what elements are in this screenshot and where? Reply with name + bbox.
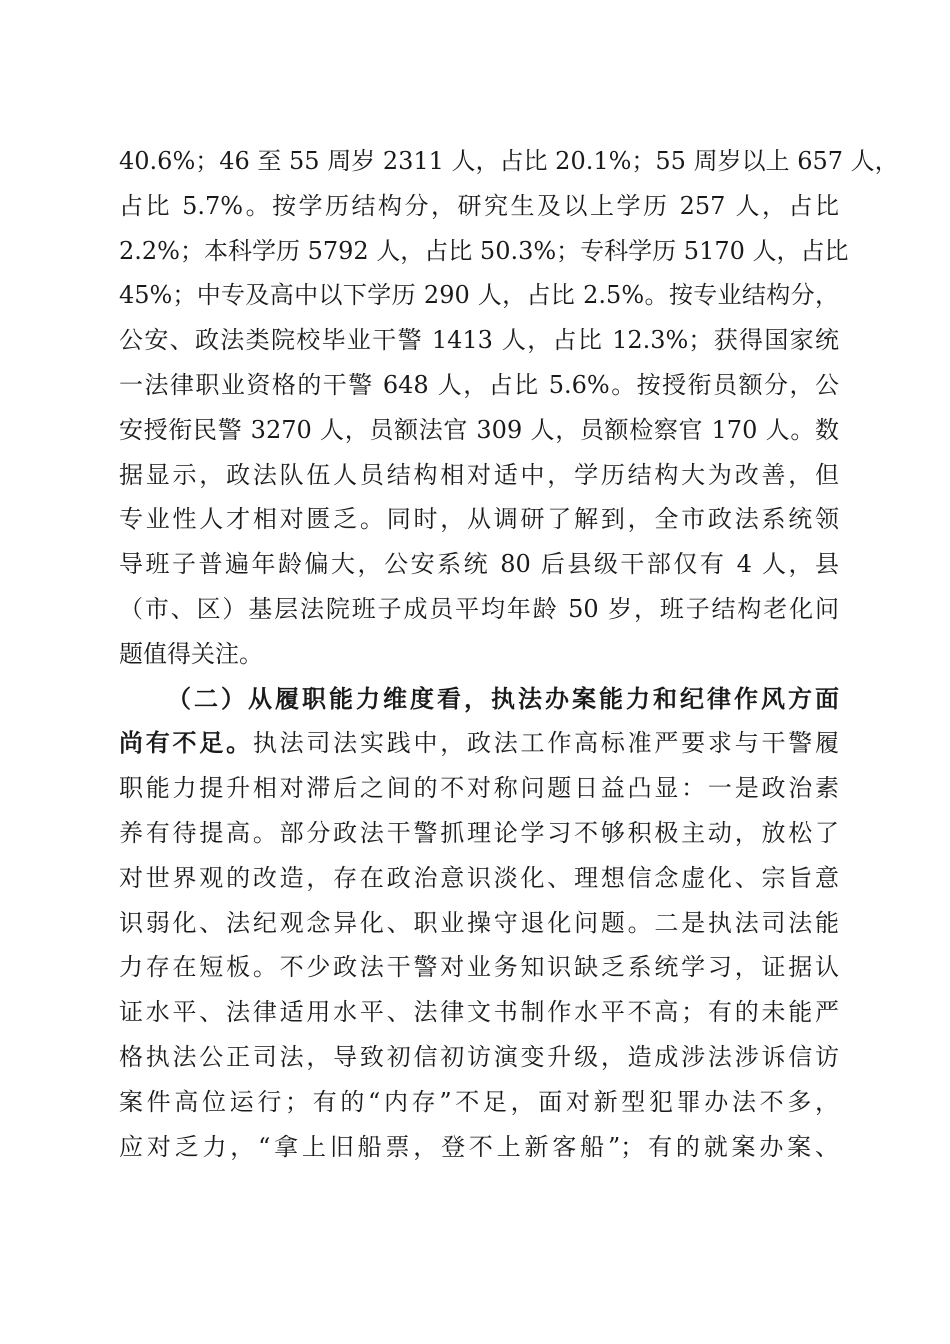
paragraph-2-line <box>119 721 839 766</box>
section-heading: （二）从履职能力维度看，执法办案能力和纪律作风方面 <box>167 683 839 713</box>
paragraph-1-line: 占比 5.7%。按学历结构分，研究生及以上学历 257 人，占比 <box>119 191 839 220</box>
paragraph-1 <box>119 139 899 677</box>
paragraph-1-line: 导班子普遍年龄偏大，公安系统 80 后县级干部仅有 4 人，县 <box>119 550 839 579</box>
section-heading-end: 尚有不足。 <box>119 728 253 758</box>
paragraph-1-line: 专业性人才相对匮乏。同时，从调研了解到，全市政法系统领 <box>119 505 839 534</box>
paragraph-2-text: 执法司法实践中，政法工作高标准严要求与干警履 <box>252 729 840 758</box>
paragraph-1-line: 据显示，政法队伍人员结构相对适中，学历结构大为改善，但 <box>119 460 839 489</box>
paragraph-2-line: 格执法公正司法，导致初信初访演变升级，造成涉法涉诉信访 <box>119 1042 839 1071</box>
paragraph-2-line: 识弱化、法纪观念异化、职业操守退化问题。二是执法司法能 <box>119 908 839 937</box>
document-body <box>119 139 899 1169</box>
paragraph-1-line: 题值得关注。 <box>119 639 263 668</box>
paragraph-1-line: 公安、政法类院校毕业干警 1413 人，占比 12.3%；获得国家统 <box>119 326 839 355</box>
paragraph-1-line: 45%；中专及高中以下学历 290 人，占比 2.5%。按专业结构分， <box>119 281 839 310</box>
paragraph-2-line: 应对乏力，“拿上旧船票，登不上新客船”；有的就案办案、 <box>119 1132 839 1161</box>
paragraph-2-line: 对世界观的改造，存在政治意识淡化、理想信念虚化、宗旨意 <box>119 863 839 892</box>
paragraph-2-line: 证水平、法律适用水平、法律文书制作水平不高；有的未能严 <box>119 998 839 1027</box>
paragraph-2-line: 案件高位运行；有的“内存”不足，面对新型犯罪办法不多， <box>119 1087 839 1116</box>
paragraph-1-line: 40.6%；46 至 55 周岁 2311 人，占比 20.1%；55 周岁以上 657 人， <box>119 147 899 175</box>
paragraph-2-line: 职能力提升相对滞后之间的不对称问题日益凸显：一是政治素 <box>119 774 839 803</box>
paragraph-1-line: 2.2%；本科学历 5792 人，占比 50.3%；专科学历 5170 人，占比 <box>119 236 849 265</box>
paragraph-2 <box>119 677 839 1170</box>
paragraph-2-line: 养有待提高。部分政法干警抓理论学习不够积极主动，放松了 <box>119 818 839 847</box>
paragraph-1-line: 安授衔民警 3270 人，员额法官 309 人，员额检察官 170 人。数 <box>119 415 839 444</box>
paragraph-1-line: （市、区）基层法院班子成员平均年龄 50 岁，班子结构老化问 <box>119 594 839 623</box>
paragraph-1-line: 一法律职业资格的干警 648 人，占比 5.6%。按授衔员额分，公 <box>119 370 839 399</box>
paragraph-2-line: 力存在短板。不少政法干警对业务知识缺乏系统学习，证据认 <box>119 953 839 982</box>
